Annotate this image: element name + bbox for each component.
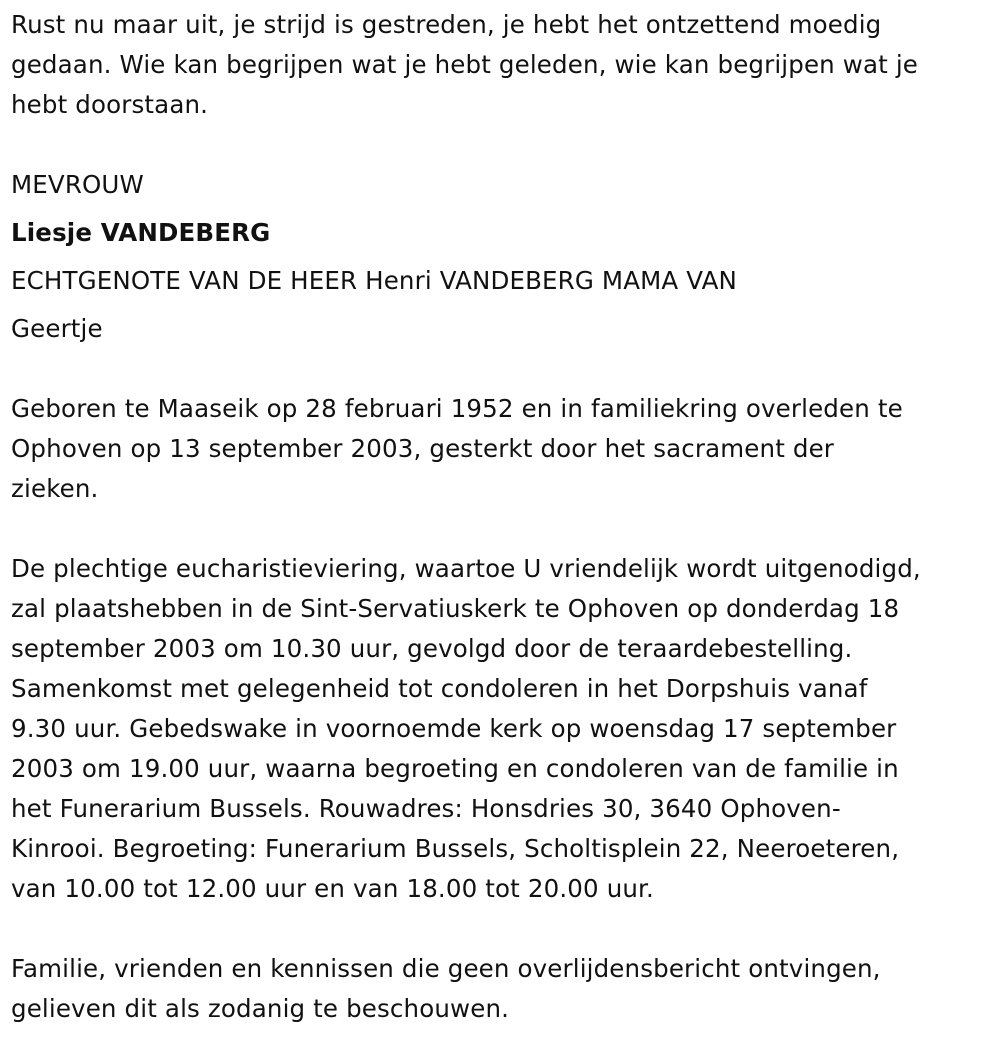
ceremony-line: zal plaatshebben in de Sint-Servatiuskerk te Ophoven op donderdag 18 xyxy=(11,594,900,623)
birth-death-line: Geboren te Maaseik op 28 februari 1952 en in familiekring overleden te xyxy=(11,394,903,423)
closing-line: gelieven dit als zodanig te beschouwen. xyxy=(11,994,510,1023)
ceremony-line: 2003 om 19.00 uur, waarna begroeting en condoleren van de familie in xyxy=(11,754,899,783)
birth-death-line: zieken. xyxy=(11,474,99,503)
verse-line: Rust nu maar uit, je strijd is gestreden, je hebt het ontzettend moedig xyxy=(11,10,882,39)
person-name: Liesje VANDEBERG xyxy=(11,218,271,247)
verse-line: gedaan. Wie kan begrijpen wat je hebt geleden, wie kan begrijpen wat je xyxy=(11,50,919,79)
person-child: Geertje xyxy=(11,314,103,343)
ceremony-line: het Funerarium Bussels. Rouwadres: Honsdries 30, 3640 Ophoven- xyxy=(11,794,841,823)
birth-death-line: Ophoven op 13 september 2003, gesterkt door het sacrament der xyxy=(11,434,835,463)
ceremony-line: Kinrooi. Begroeting: Funerarium Bussels, Scholtisplein 22, Neeroeteren, xyxy=(11,834,900,863)
ceremony-line: Samenkomst met gelegenheid tot condoleren in het Dorpshuis vanaf xyxy=(11,674,868,703)
ceremony-line: van 10.00 tot 12.00 uur en van 18.00 tot 20.00 uur. xyxy=(11,874,654,903)
closing-line: Familie, vrienden en kennissen die geen overlijdensbericht ontvingen, xyxy=(11,954,881,983)
ceremony-line: 9.30 uur. Gebedswake in voornoemde kerk op woensdag 17 september xyxy=(11,714,897,743)
ceremony-line: september 2003 om 10.30 uur, gevolgd door de teraardebestelling. xyxy=(11,634,853,663)
ceremony-line: De plechtige eucharistieviering, waartoe U vriendelijk wordt uitgenodigd, xyxy=(11,554,921,583)
verse-line: hebt doorstaan. xyxy=(11,90,209,119)
person-title: MEVROUW xyxy=(11,170,144,199)
person-relation: ECHTGENOTE VAN DE HEER Henri VANDEBERG MAMA VAN xyxy=(11,266,737,295)
